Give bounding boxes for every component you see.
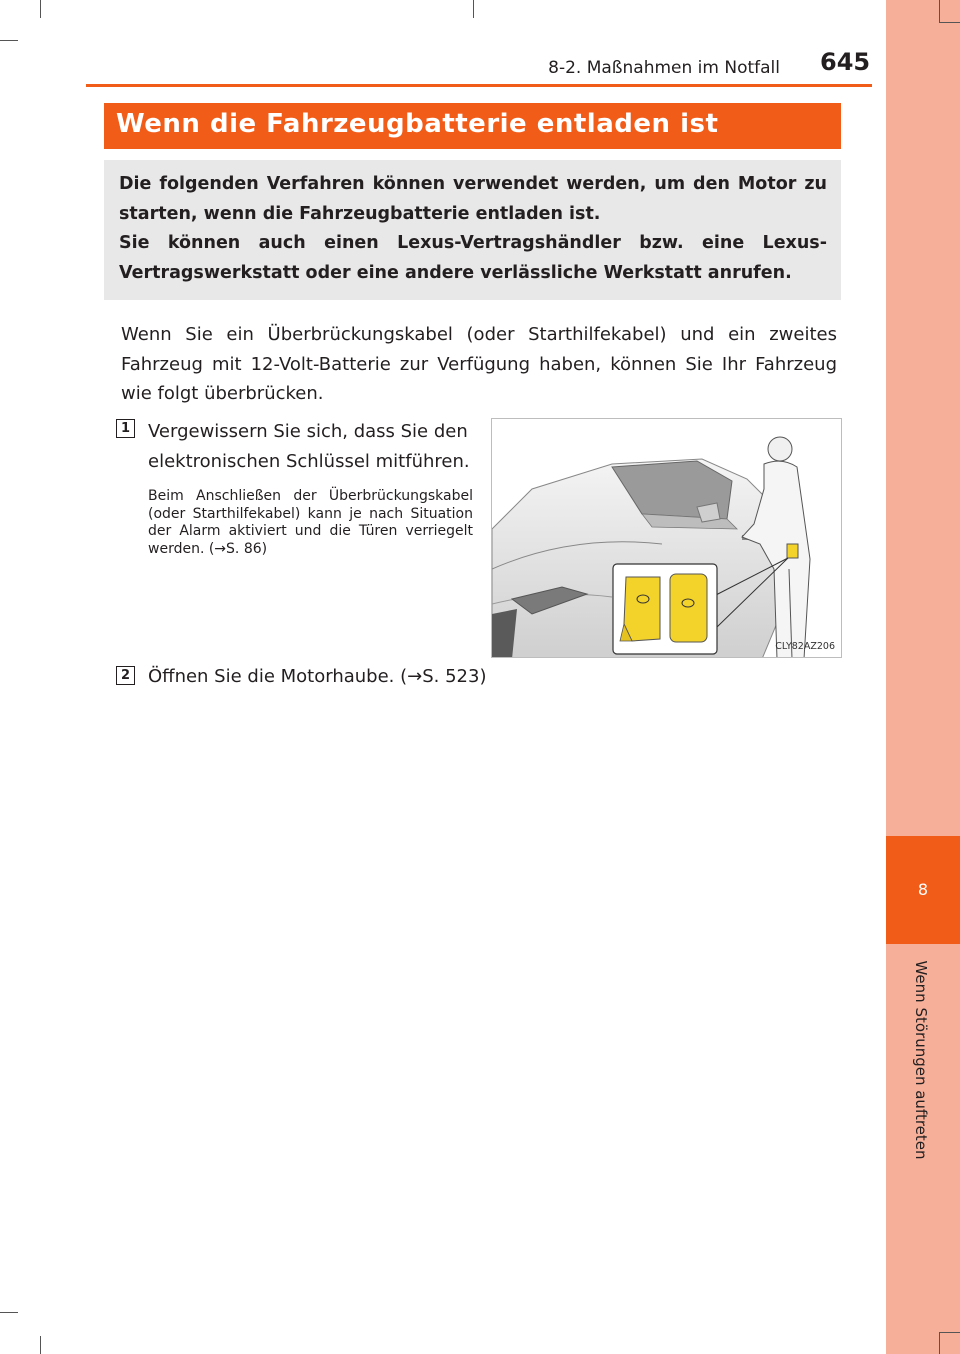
crop-mark [473, 0, 474, 18]
crop-mark [0, 40, 18, 41]
crop-mark [939, 1332, 960, 1333]
header-rule [86, 84, 872, 87]
chapter-number: 8 [917, 880, 929, 899]
running-header-section: 8-2. Maßnahmen im Notfall [548, 58, 780, 78]
step-2-text: Öffnen Sie die Motorhaube. (→S. 523) [148, 666, 487, 687]
step-2-number: 2 [116, 666, 135, 685]
body-paragraph: Wenn Sie ein Überbrückungskabel (oder Starthilfekabel) und ein zweites Fahrzeug mit 12-Volt-Batterie zur Verfügung haben, können Sie Ihr Fahrzeug wie folgt überbrücken. [121, 324, 837, 404]
crop-mark [40, 0, 41, 18]
car-illustration [491, 418, 842, 658]
intro-sentence-1: Die folgenden Verfahren können verwendet werden, um den Motor zu starten, wenn die Fahrzeugbatterie entladen ist. [119, 174, 827, 224]
crop-mark [939, 0, 940, 22]
section-title: Wenn die Fahrzeugbatterie entladen ist [116, 109, 719, 139]
crop-mark [0, 1312, 18, 1313]
intro-sentence-2: Sie können auch einen Lexus-Vertragshändler bzw. eine Lexus-Vertragswerkstatt oder eine andere verlässliche Werkstatt anrufen. [119, 233, 827, 283]
step-1-number: 1 [116, 419, 135, 438]
figure-code: CLY82AZ206 [775, 641, 835, 652]
page-number: 645 [820, 48, 871, 76]
intro-text [119, 170, 827, 288]
step-1-note: Beim Anschließen der Überbrückungskabel (oder Starthilfekabel) kann je nach Situation der Alarm aktiviert und die Türen verriegelt werden. (→S. 86) [148, 488, 473, 557]
car-key-drawing [492, 419, 842, 658]
step-1-text: Vergewissern Sie sich, dass Sie den elektronischen Schlüssel mitführen. [148, 421, 470, 472]
crop-mark [40, 1336, 41, 1354]
crop-mark [939, 22, 960, 23]
crop-mark [939, 1332, 940, 1354]
chapter-label: Wenn Störungen auftreten [912, 960, 930, 1160]
